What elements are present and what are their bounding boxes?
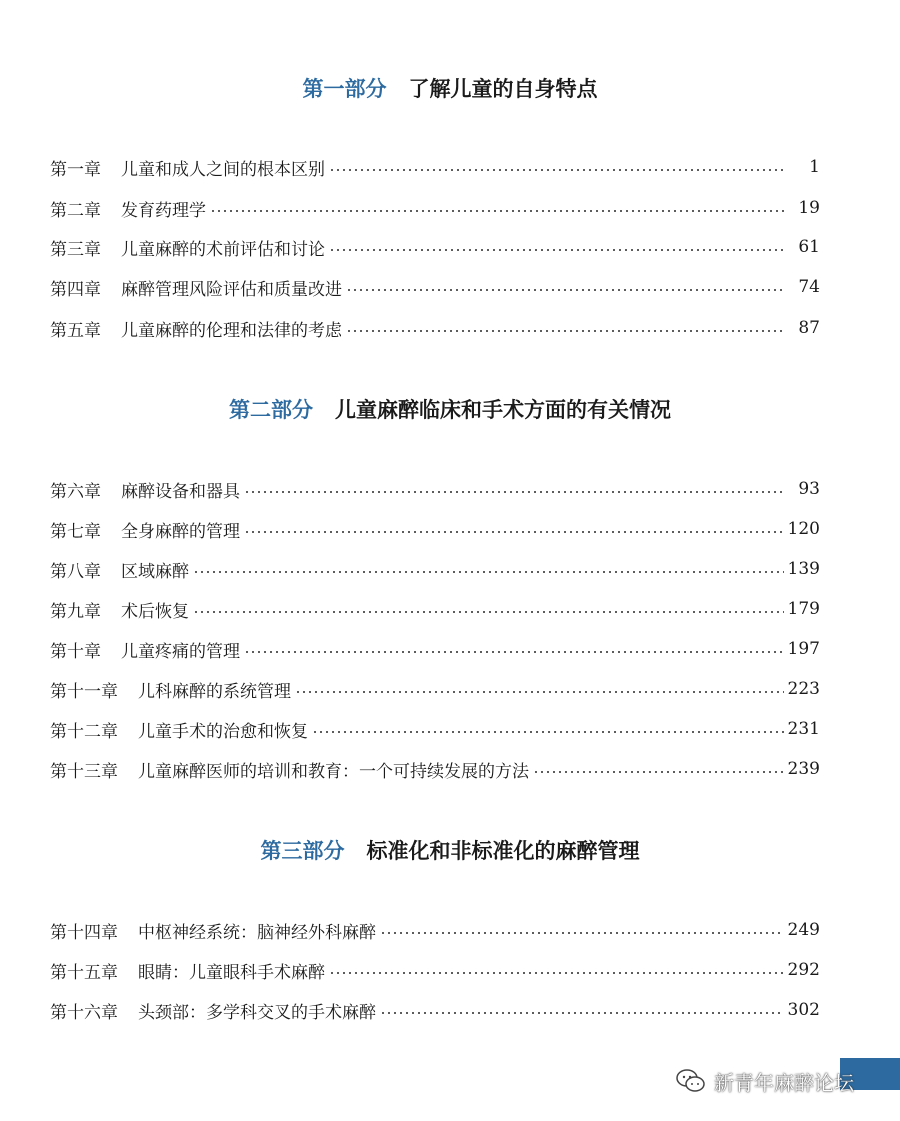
part-heading	[0, 74, 900, 104]
chapter-number: 第三章	[50, 239, 101, 260]
page-number: 239	[787, 759, 820, 779]
page-number: 249	[787, 920, 820, 940]
dot-leader	[346, 330, 786, 332]
toc-entry[interactable]	[50, 634, 820, 664]
page-number: 1	[809, 157, 820, 177]
chapter-title: 术后恢复	[121, 601, 189, 622]
chapter-title: 中枢神经系统：脑神经外科麻醉	[138, 922, 376, 943]
toc-entry[interactable]	[50, 955, 820, 985]
dot-leader	[346, 289, 786, 291]
part-number: 第二部分	[229, 398, 313, 422]
page-number: 223	[787, 679, 820, 699]
dot-leader	[244, 531, 784, 533]
page-number: 120	[787, 519, 820, 539]
dot-leader	[380, 932, 784, 934]
chapter-number: 第十三章	[50, 761, 118, 782]
chapter-title: 头颈部：多学科交叉的手术麻醉	[138, 1002, 376, 1023]
toc-entry[interactable]	[50, 915, 820, 945]
chapter-title: 儿童麻醉医师的培训和教育：一个可持续发展的方法	[138, 761, 529, 782]
toc-entry[interactable]	[50, 754, 820, 784]
toc-entry[interactable]	[50, 474, 820, 504]
part-title: 儿童麻醉临床和手术方面的有关情况	[335, 398, 671, 422]
part-heading	[0, 836, 900, 866]
page-number: 93	[798, 479, 820, 499]
chapter-title: 儿童麻醉的术前评估和讨论	[121, 239, 325, 260]
watermark-text: 新青年麻醉论坛	[714, 1070, 854, 1095]
watermark	[676, 1063, 854, 1099]
page-number: 87	[798, 318, 820, 338]
toc-entry[interactable]	[50, 594, 820, 624]
chapter-number: 第十四章	[50, 922, 118, 943]
page-number: 19	[798, 198, 820, 218]
chapter-title: 儿科麻醉的系统管理	[138, 681, 291, 702]
dot-leader	[329, 169, 786, 171]
dot-leader	[193, 611, 784, 613]
chapter-number: 第二章	[50, 200, 101, 221]
chapter-title: 全身麻醉的管理	[121, 521, 240, 542]
chapter-title: 儿童手术的治愈和恢复	[138, 721, 308, 742]
dot-leader	[380, 1012, 784, 1014]
chapter-title: 麻醉设备和器具	[121, 481, 240, 502]
chapter-title: 发育药理学	[121, 200, 206, 221]
chapter-title: 眼睛：儿童眼科手术麻醉	[138, 962, 325, 983]
chapter-title: 儿童麻醉的伦理和法律的考虑	[121, 320, 342, 341]
dot-leader	[329, 972, 784, 974]
part-number: 第三部分	[260, 839, 345, 863]
page-number: 139	[787, 559, 820, 579]
chapter-title: 区域麻醉	[121, 561, 189, 582]
toc-entry[interactable]	[50, 995, 820, 1025]
dot-leader	[312, 731, 784, 733]
dot-leader	[244, 491, 786, 493]
chapter-number: 第四章	[50, 279, 101, 300]
wechat-icon	[676, 1068, 706, 1094]
part-heading	[0, 395, 900, 425]
toc-entry[interactable]	[50, 152, 820, 182]
toc-entry[interactable]	[50, 674, 820, 704]
chapter-number: 第九章	[50, 601, 101, 622]
chapter-number: 第十五章	[50, 962, 118, 983]
toc-entry[interactable]	[50, 272, 820, 302]
chapter-number: 第十六章	[50, 1002, 118, 1023]
dot-leader	[295, 691, 784, 693]
chapter-number: 第一章	[50, 159, 101, 180]
chapter-number: 第八章	[50, 561, 101, 582]
page-number: 179	[787, 599, 820, 619]
toc-entry[interactable]	[50, 193, 820, 223]
chapter-title: 麻醉管理风险评估和质量改进	[121, 279, 342, 300]
dot-leader	[193, 571, 784, 573]
chapter-number: 第五章	[50, 320, 101, 341]
dot-leader	[244, 651, 784, 653]
toc-entry[interactable]	[50, 232, 820, 262]
chapter-number: 第十章	[50, 641, 101, 662]
toc-entry[interactable]	[50, 554, 820, 584]
page-number: 231	[787, 719, 820, 739]
part-title: 了解儿童的自身特点	[408, 77, 598, 101]
page-number: 302	[787, 1000, 820, 1020]
toc-entry[interactable]	[50, 514, 820, 544]
page-number: 61	[798, 237, 820, 257]
toc-entry[interactable]	[50, 714, 820, 744]
chapter-title: 儿童疼痛的管理	[121, 641, 240, 662]
page-number: 292	[787, 960, 820, 980]
chapter-number: 第七章	[50, 521, 101, 542]
dot-leader	[210, 210, 786, 212]
chapter-number: 第十二章	[50, 721, 118, 742]
dot-leader	[533, 771, 784, 773]
page-number: 74	[798, 277, 820, 297]
chapter-number: 第六章	[50, 481, 101, 502]
part-number: 第一部分	[302, 77, 387, 101]
page-number: 197	[787, 639, 820, 659]
dot-leader	[329, 249, 786, 251]
chapter-number: 第十一章	[50, 681, 118, 702]
chapter-title: 儿童和成人之间的根本区别	[121, 159, 325, 180]
toc-entry[interactable]	[50, 313, 820, 343]
part-title: 标准化和非标准化的麻醉管理	[366, 839, 640, 863]
